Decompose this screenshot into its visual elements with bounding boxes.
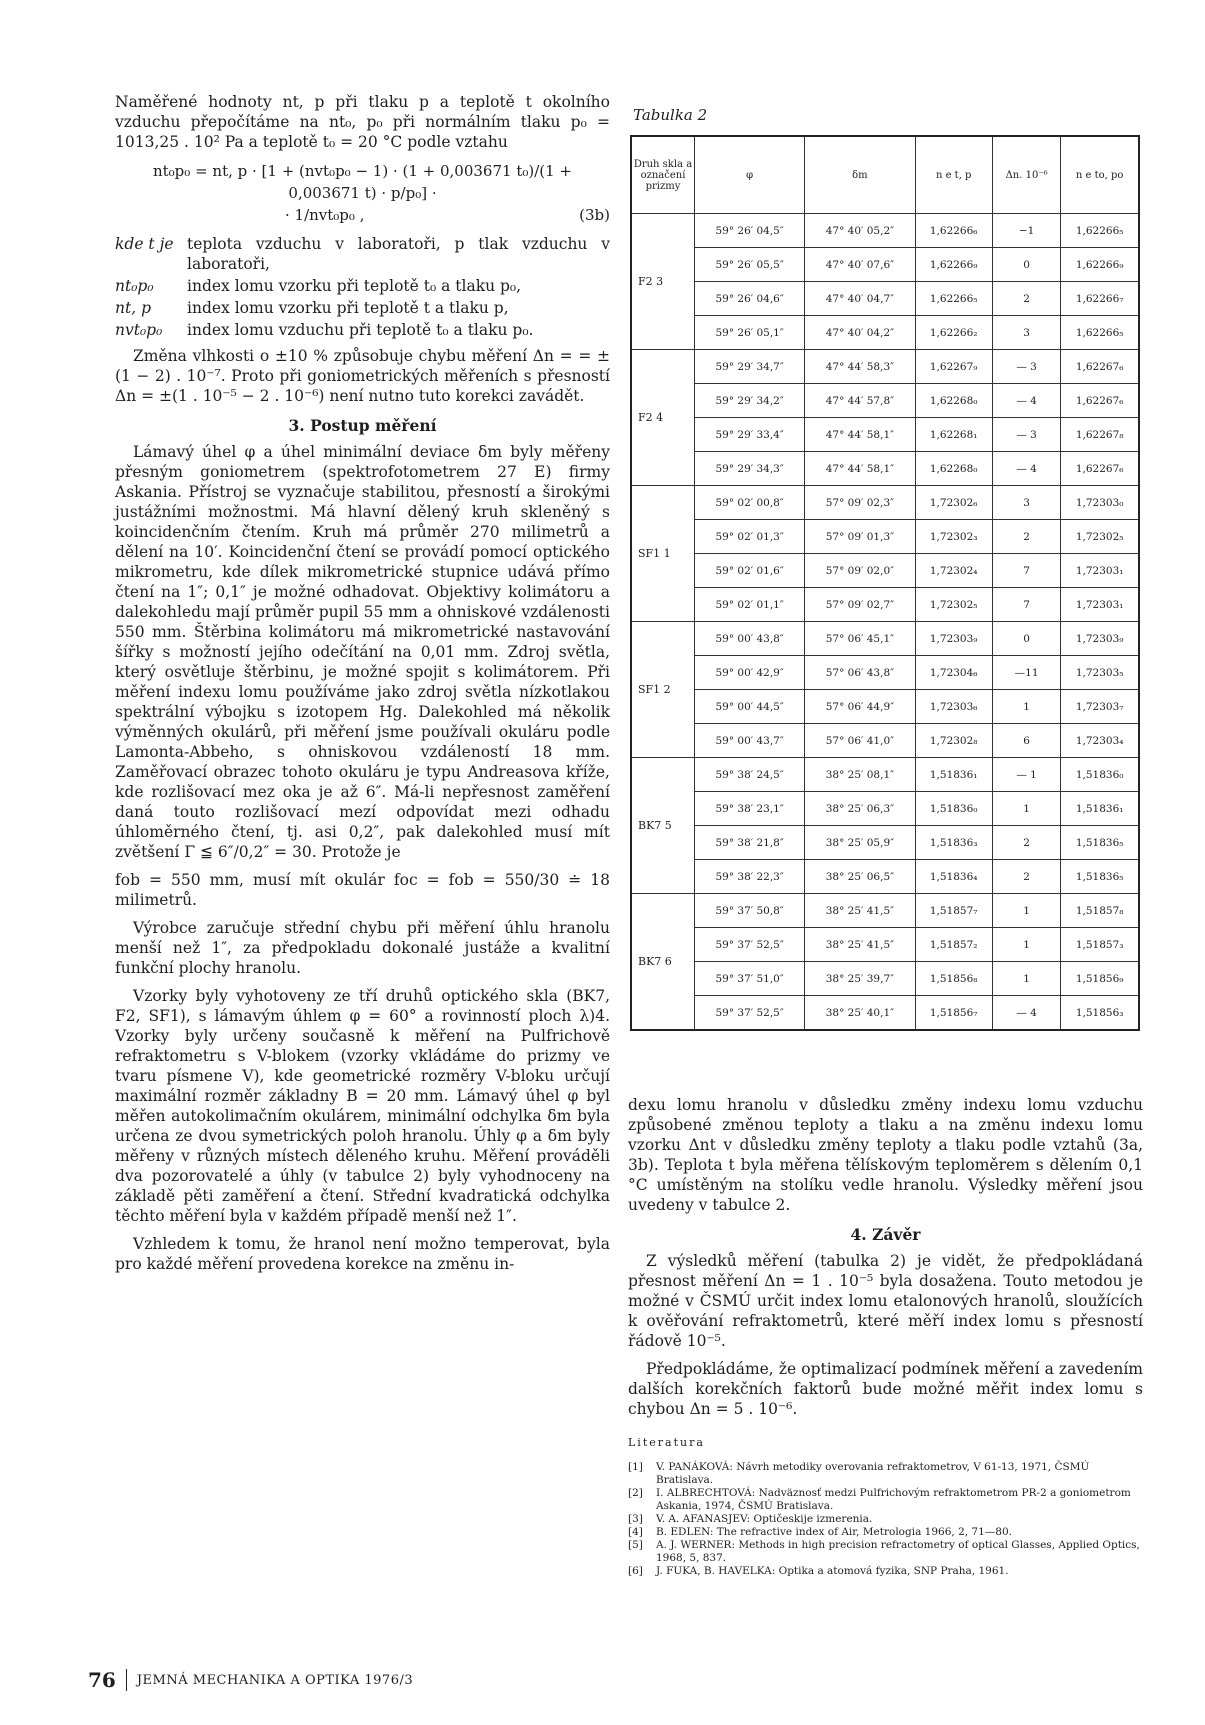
glass-group-label: F2 4: [631, 350, 695, 486]
table-cell: 59° 00′ 44,5″: [695, 690, 805, 724]
table-cell: —11: [992, 656, 1060, 690]
table-cell: 1,72302₃: [915, 520, 992, 554]
table-cell: 1,62267₆: [1061, 384, 1139, 418]
table-cell: 1,72304₆: [915, 656, 992, 690]
header-n-t0-p0: n e to, po: [1061, 136, 1139, 214]
table-cell: — 3: [992, 350, 1060, 384]
table-cell: 1,62266₉: [915, 248, 992, 282]
table-cell: 59° 29′ 33,4″: [695, 418, 805, 452]
table-cell: −1: [992, 214, 1060, 248]
table-row: [631, 996, 1139, 1031]
table-cell: 1,72303₆: [915, 690, 992, 724]
table-cell: — 4: [992, 384, 1060, 418]
continuation-paragraph: dexu lomu hranolu v důsledku změny indexu lomu vzduchu způsobené změnou teploty a tlaku a na změnu indexu lomu vzorku Δnt v důsledku změny teploty a tlaku podle vztahů (3a, 3b). Teplota t byla měřena tělískovým teploměrem s dělením 0,1 °C umístěným na stolíku vedle hranolu. Výsledky měření jsou uvedeny v tabulce 2.: [628, 1096, 1143, 1214]
table-cell: 1,62268₀: [915, 452, 992, 486]
table-row: [631, 656, 1139, 690]
table-cell: 1,72303₇: [1061, 690, 1139, 724]
table-cell: 59° 37′ 52,5″: [695, 996, 805, 1031]
table-cell: 1,72303₀: [1061, 486, 1139, 520]
equation-line-2: · 1/nvt₀p₀ ,: [285, 206, 365, 224]
table-cell: 59° 29′ 34,3″: [695, 452, 805, 486]
left-column: [115, 92, 610, 1282]
table-cell: 1,62266₂: [915, 316, 992, 350]
table-cell: 59° 02′ 00,8″: [695, 486, 805, 520]
table-caption: Tabulka 2: [633, 106, 708, 124]
method-paragraph-4: Vzhledem k tomu, že hranol není možno temperovat, byla pro každé měření provedena korekce na změnu in-: [115, 1235, 610, 1273]
table-row: [631, 860, 1139, 894]
table-cell: 59° 29′ 34,2″: [695, 384, 805, 418]
table-cell: 59° 02′ 01,6″: [695, 554, 805, 588]
table-cell: 1,62267₉: [915, 350, 992, 384]
reference-item: [1] V. PANÁKOVÁ: Návrh metodiky overovania refraktometrov, V 61-13, 1971, ČSMÚ Bratislava.: [628, 1461, 1090, 1486]
table-cell: 47° 40′ 05,2″: [805, 214, 915, 248]
table-cell: 59° 38′ 21,8″: [695, 826, 805, 860]
table-row: [631, 384, 1139, 418]
table-cell: 1,72302₅: [1061, 520, 1139, 554]
equation-line-1: nt₀p₀ = nt, p · [1 + (nvt₀p₀ − 1) · (1 + 0,003671 t₀)/(1 + 0,003671 t) · p/p₀] ·: [152, 162, 573, 202]
table-row: [631, 928, 1139, 962]
table-cell: 47° 44′ 58,1″: [805, 418, 915, 452]
table-row: [631, 724, 1139, 758]
table-cell: — 4: [992, 996, 1060, 1031]
table-cell: 1,51836₅: [1061, 860, 1139, 894]
table-row: [631, 554, 1139, 588]
table-cell: 1,51856₉: [1061, 962, 1139, 996]
glass-group-label: SF1 2: [631, 622, 695, 758]
table-cell: 1,62266₅: [915, 282, 992, 316]
table-cell: 38° 25′ 41,5″: [805, 928, 915, 962]
table-cell: 2: [992, 282, 1060, 316]
table-cell: 59° 02′ 01,3″: [695, 520, 805, 554]
table-cell: 59° 37′ 50,8″: [695, 894, 805, 928]
table-cell: 7: [992, 588, 1060, 622]
table-cell: 38° 25′ 41,5″: [805, 894, 915, 928]
table-cell: 57° 06′ 45,1″: [805, 622, 915, 656]
table-row: [631, 758, 1139, 792]
table-cell: 1,72302₈: [915, 724, 992, 758]
table-cell: 57° 09′ 02,0″: [805, 554, 915, 588]
table-row: [631, 214, 1139, 248]
table-cell: 59° 26′ 05,1″: [695, 316, 805, 350]
method-paragraph-1: Lámavý úhel φ a úhel minimální deviace δm byly měřeny přesným goniometrem (spektrofotometrem 27 E) firmy Askania. Přístroj se vyznačuje stabilitou, přesností a širokými justážními možnostmi. Má hlavní dělený kruh skleněný s koincidenčním čtením. Kruh má průměr 270 milimetrů a dělení na 10′. Koincidenční čtení se provádí pomocí optického mikrometru, kde dílek mikrometrické stupnice udává přímo čtení na 1″; 0,1″ je možné odhadovat. Objektivy kolimátoru a dalekohledu mají průměr pupil 55 mm a ohniskové vzdálenosti 550 mm. Štěrbina kolimátoru má mikrometrické nastavování šířky s možností jejího odečítání na 0,01 mm. Zdroj světla, který osvětluje štěrbinu, je možné spojit s kolimátorem. Při měření indexu lomu používáme jako zdroj světla nízkotlakou spektrální výbojku s izotopem Hg. Dalekohled má několik výměnných okulárů, při měření jsme používali okuláru podle Lamonta-Abbeho, s ohniskovou vzdáleností 18 mm. Zaměřovací obrazec tohoto okuláru je typu Andreasova kříže, kde rozlišovací mez oka je až 6″. Má-li nepřesnost zaměření daná touto rozlišovací mezí odpovídat mezi odhadu úhloměrného čtení, tj. asi 0,2″, pak dalekohled musí mít zvětšení Γ ≦ 6″/0,2″ = 30. Protože je: [115, 443, 610, 861]
header-n-t-p: n e t, p: [915, 136, 992, 214]
table-cell: 59° 00′ 43,8″: [695, 622, 805, 656]
table-cell: 1,51836₁: [915, 758, 992, 792]
table-cell: 1: [992, 928, 1060, 962]
table-cell: 47° 44′ 58,1″: [805, 452, 915, 486]
table-cell: 1,62266₇: [1061, 282, 1139, 316]
table-cell: 1,51856₃: [1061, 996, 1139, 1031]
conclusion-paragraph-1: Z výsledků měření (tabulka 2) je vidět, že předpokládaná přesnost měření Δn = 1 . 10⁻⁵ byla dosažena. Touto metodou je možné v ČSMÚ určit index lomu etalonových hranolů, sloužících k ověřování refraktometrů, které měří index lomu s přesností řádově 10⁻⁵.: [628, 1252, 1143, 1350]
table-cell: 1,62266₉: [1061, 248, 1139, 282]
method-paragraph-1b: fob = 550 mm, musí mít okulár foc = fob = 550/30 ≐ 18 milimetrů.: [115, 871, 610, 909]
table-header-row: [631, 136, 1139, 214]
table-cell: 1,51856₇: [915, 996, 992, 1031]
table-cell: 1,51836₁: [1061, 792, 1139, 826]
table-cell: 47° 44′ 57,8″: [805, 384, 915, 418]
table-cell: 38° 25′ 40,1″: [805, 996, 915, 1031]
table-row: [631, 520, 1139, 554]
table-cell: 1,51857₇: [915, 894, 992, 928]
table-cell: 47° 40′ 04,7″: [805, 282, 915, 316]
table-cell: 1,51836₄: [915, 860, 992, 894]
table-cell: 38° 25′ 39,7″: [805, 962, 915, 996]
table-cell: 1,62266₆: [915, 214, 992, 248]
table-cell: 1: [992, 962, 1060, 996]
table-cell: 3: [992, 316, 1060, 350]
table-cell: 0: [992, 622, 1060, 656]
table-cell: 1,51836₀: [915, 792, 992, 826]
table-cell: 0: [992, 248, 1060, 282]
table-cell: — 4: [992, 452, 1060, 486]
reference-item: [2] I. ALBRECHTOVÁ: Nadväznosť medzi Pulfrichovým refraktometrom PR-2 a goniometrom Askania, 1974, ČSMÚ Bratislava.: [628, 1487, 1131, 1512]
table-cell: 38° 25′ 08,1″: [805, 758, 915, 792]
table-cell: 1,72302₅: [915, 588, 992, 622]
reference-item: [3] V. A. AFANASJEV: Optičeskije izmerenia.: [628, 1513, 873, 1525]
glass-group-label: BK7 6: [631, 894, 695, 1031]
table-cell: 1,72302₆: [915, 486, 992, 520]
equation-number: (3b): [579, 206, 610, 224]
header-delta-n: Δn. 10⁻⁶: [992, 136, 1060, 214]
journal-name: JEMNÁ MECHANIKA A OPTIKA 1976/3: [136, 1672, 414, 1688]
table-cell: 1,72303₁: [1061, 554, 1139, 588]
reference-item: [4] B. EDLEN: The refractive index of Air, Metrologia 1966, 2, 71—80.: [628, 1526, 1012, 1538]
header-delta-m: δm: [805, 136, 915, 214]
table-cell: 2: [992, 860, 1060, 894]
footer-divider: [126, 1669, 127, 1691]
reference-item: [6] J. FUKA, B. HAVELKA: Optika a atomová fyzika, SNP Praha, 1961.: [628, 1565, 1009, 1577]
table-cell: 6: [992, 724, 1060, 758]
table-cell: 1,62267₆: [1061, 350, 1139, 384]
table-cell: 3: [992, 486, 1060, 520]
symbol-definitions: [115, 234, 610, 340]
reference-list: [628, 1461, 1143, 1578]
table-cell: 7: [992, 554, 1060, 588]
table-cell: 1,51857₂: [915, 928, 992, 962]
table-row: [631, 248, 1139, 282]
table-row: [631, 622, 1139, 656]
table-cell: 1,51836₀: [1061, 758, 1139, 792]
table-row: [631, 588, 1139, 622]
equation-3b: [115, 160, 610, 226]
definition-row: nt, p index lomu vzorku při teplotě t a tlaku p,: [115, 299, 509, 317]
section-4-title: 4. Závěr: [850, 1225, 921, 1244]
definition-row: nvt₀p₀ index lomu vzduchu při teplotě t₀ a tlaku p₀.: [115, 321, 534, 339]
method-paragraph-3: Vzorky byly vyhotoveny ze tří druhů optického skla (BK7, F2, SF1), s lámavým úhlem φ = 60° a rovinností ploch λ)4. Vzorky byly určeny současně k měření na Pulfrichově refraktometru s V-blokem (vzorky vkládáme do prizmy ve tvaru písmene V), kde geometrické rozměry V-bloku určují maximální rozměr základny B = 20 mm. Lámavý úhel φ byl měřen autokolimačním okulárem, minimální odchylka δm byla určena ze dvou symetrických poloh hranolu. Úhly φ a δm byly měřeny v různých místech děleného kruhu. Měření prováděli dva pozorovatelé a úhly (v tabulce 2) byly vyhodnoceny na základě pěti zaměření a čtení. Střední kvadratická odchylka těchto měření byla v každém případě menší než 1″.: [115, 987, 610, 1225]
table-cell: 59° 38′ 24,5″: [695, 758, 805, 792]
table-cell: 57° 06′ 41,0″: [805, 724, 915, 758]
table-cell: 1,62268₁: [915, 418, 992, 452]
table-cell: 1,62267₈: [1061, 418, 1139, 452]
page-footer: [88, 1668, 413, 1692]
table-cell: 38° 25′ 05,9″: [805, 826, 915, 860]
table-row: [631, 486, 1139, 520]
table-cell: 59° 26′ 04,5″: [695, 214, 805, 248]
table-cell: 1,51857₃: [1061, 928, 1139, 962]
table-row: [631, 894, 1139, 928]
table-cell: 1,72303₉: [1061, 622, 1139, 656]
glass-group-label: F2 3: [631, 214, 695, 350]
table-cell: 1,72302₄: [915, 554, 992, 588]
glass-group-label: SF1 1: [631, 486, 695, 622]
table-cell: 57° 09′ 02,7″: [805, 588, 915, 622]
table-cell: 1,51836₅: [1061, 826, 1139, 860]
table-cell: 1,72303₄: [1061, 724, 1139, 758]
table-cell: 59° 00′ 42,9″: [695, 656, 805, 690]
table-cell: 59° 02′ 01,1″: [695, 588, 805, 622]
reference-item: [5] A. J. WERNER: Methods in high precision refractometry of optical Glasses, Applied Optics, 1968, 5, 837.: [628, 1539, 1140, 1564]
literature-title: Literatura: [628, 1436, 705, 1449]
method-paragraph-2: Výrobce zaručuje střední chybu při měření úhlu hranolu menší než 1″, za předpokladu dokonalé justáže a kvalitní funkční plochy hranolu.: [115, 919, 610, 977]
glass-group-label: BK7 5: [631, 758, 695, 894]
table-row: [631, 282, 1139, 316]
results-table: [630, 135, 1140, 1031]
humidity-paragraph: Změna vlhkosti o ±10 % způsobuje chybu měření Δn = = ±(1 − 2) . 10⁻⁷. Proto při goniometrických měřeních s přesností Δn = ±(1 . 10⁻⁵ − 2 . 10⁻⁶) není nutno tuto korekci zavádět.: [115, 347, 610, 405]
table-cell: 47° 44′ 58,3″: [805, 350, 915, 384]
table-cell: 1,72303₉: [915, 622, 992, 656]
table-cell: 59° 26′ 04,6″: [695, 282, 805, 316]
section-3-title: 3. Postup měření: [288, 416, 437, 435]
table-cell: 59° 37′ 52,5″: [695, 928, 805, 962]
table-cell: 47° 40′ 04,2″: [805, 316, 915, 350]
table-cell: 1,51836₃: [915, 826, 992, 860]
table-cell: 59° 38′ 23,1″: [695, 792, 805, 826]
table-cell: 59° 38′ 22,3″: [695, 860, 805, 894]
definition-row: kde t je teplota vzduchu v laboratoři, p tlak vzduchu v laboratoři,: [115, 235, 610, 273]
table-row: [631, 962, 1139, 996]
table-cell: — 1: [992, 758, 1060, 792]
table-row: [631, 316, 1139, 350]
table-cell: 57° 06′ 43,8″: [805, 656, 915, 690]
table-row: [631, 826, 1139, 860]
table-cell: 1,62267₆: [1061, 452, 1139, 486]
table-cell: 38° 25′ 06,3″: [805, 792, 915, 826]
table-cell: 59° 29′ 34,7″: [695, 350, 805, 384]
table-row: [631, 792, 1139, 826]
table-cell: 1,51856₈: [915, 962, 992, 996]
table-cell: 2: [992, 520, 1060, 554]
definition-row: nt₀p₀ index lomu vzorku při teplotě t₀ a tlaku p₀,: [115, 277, 522, 295]
table-body: [631, 214, 1139, 1031]
intro-paragraph: Naměřené hodnoty nt, p při tlaku p a teplotě t okolního vzduchu přepočítáme na nt₀, p₀ při normálním tlaku p₀ = 1013,25 . 10² Pa a teplotě t₀ = 20 °C podle vztahu: [115, 93, 610, 151]
table-cell: 57° 09′ 01,3″: [805, 520, 915, 554]
table-cell: 59° 00′ 43,7″: [695, 724, 805, 758]
conclusion-paragraph-2: Předpokládáme, že optimalizací podmínek měření a zavedením dalších korekčních faktorů bude možné měřit index lomu s chybou Δn = 5 . 10⁻⁶.: [628, 1360, 1143, 1418]
page-number: 76: [88, 1668, 116, 1692]
table-row: [631, 350, 1139, 384]
table-cell: 2: [992, 826, 1060, 860]
table-cell: 1,62266₅: [1061, 214, 1139, 248]
table-row: [631, 690, 1139, 724]
table-cell: 57° 06′ 44,9″: [805, 690, 915, 724]
table-row: [631, 418, 1139, 452]
table-cell: 1: [992, 894, 1060, 928]
table-cell: 38° 25′ 06,5″: [805, 860, 915, 894]
table-cell: 59° 26′ 05,5″: [695, 248, 805, 282]
table-cell: 1,72303₁: [1061, 588, 1139, 622]
table-cell: 1,62268₀: [915, 384, 992, 418]
table-cell: 1,62266₅: [1061, 316, 1139, 350]
table-cell: 1: [992, 690, 1060, 724]
table-cell: 1: [992, 792, 1060, 826]
table-cell: 47° 40′ 07,6″: [805, 248, 915, 282]
table-cell: 57° 09′ 02,3″: [805, 486, 915, 520]
table-cell: 1,51857₈: [1061, 894, 1139, 928]
header-phi: φ: [695, 136, 805, 214]
table-row: [631, 452, 1139, 486]
right-column: [628, 1095, 1143, 1578]
table-cell: 59° 37′ 51,0″: [695, 962, 805, 996]
table-cell: — 3: [992, 418, 1060, 452]
header-glass-type: Druh skla a označení prizmy: [631, 136, 695, 214]
table-cell: 1,72303₅: [1061, 656, 1139, 690]
